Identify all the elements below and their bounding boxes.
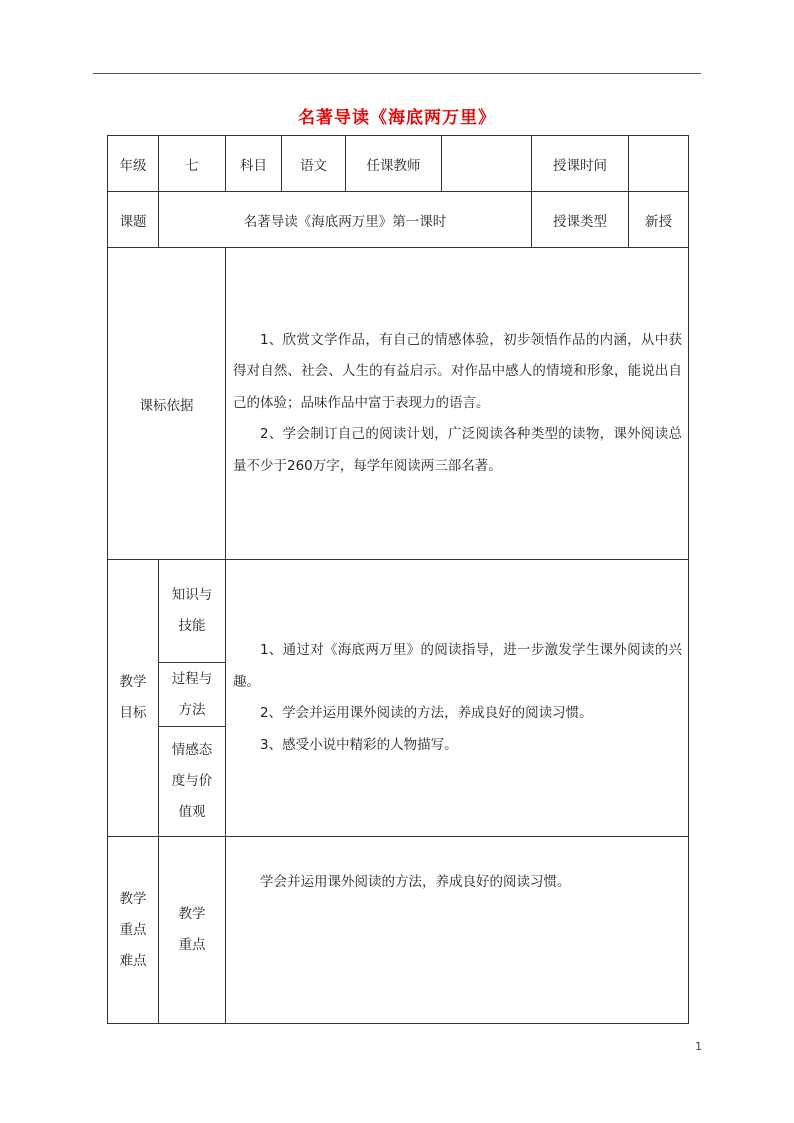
key-label-line-2: 重点 — [119, 921, 147, 938]
page-number: 1 — [695, 1040, 702, 1053]
grade-label: 年级 — [108, 136, 159, 192]
key-points-paragraph: 学会并运用课外阅读的方法，养成良好的阅读习惯。 — [260, 874, 571, 890]
knowledge-line-1: 知识与 — [171, 587, 213, 603]
standards-paragraph-2: 2、学会制订自己的阅读计划，广泛阅读各种类型的读物，课外阅读总量不少于260万字，每学年阅读两三部名著。 — [233, 426, 682, 474]
key-sub-line-1: 教学 — [178, 906, 206, 922]
process-methods-label — [159, 663, 226, 727]
goals-content — [226, 560, 689, 837]
teacher-value — [442, 136, 532, 192]
lesson-plan-table — [107, 135, 689, 1024]
standards-label: 课标依据 — [108, 248, 226, 560]
time-label: 授课时间 — [532, 136, 629, 192]
key-points-content — [226, 837, 689, 1024]
key-points-label — [108, 837, 159, 1024]
table-row-info — [108, 136, 689, 192]
goals-paragraph-2: 2、学会并运用课外阅读的方法，养成良好的阅读习惯。 — [260, 705, 593, 721]
key-label-line-1: 教学 — [119, 890, 147, 907]
goals-paragraph-3: 3、感受小说中精彩的人物描写。 — [260, 736, 458, 753]
document-title: 名著导读《海底两万里》 — [298, 108, 496, 128]
goals-label-line-1: 教学 — [119, 674, 147, 690]
subject-value: 语文 — [282, 136, 346, 192]
process-line-1: 过程与 — [171, 670, 213, 687]
table-row-topic — [108, 192, 689, 248]
type-label: 授课类型 — [532, 192, 629, 248]
emotion-line-3: 值观 — [178, 804, 206, 820]
table-row-standards — [108, 248, 689, 560]
emotion-values-label — [159, 727, 226, 837]
goals-label-line-2: 目标 — [119, 705, 147, 721]
goals-label — [108, 560, 159, 837]
key-sub-line-2: 重点 — [178, 937, 206, 953]
table-row-goals-knowledge — [108, 560, 689, 663]
knowledge-line-2: 技能 — [178, 618, 206, 634]
header-rule — [93, 73, 701, 74]
key-label-line-3: 难点 — [119, 952, 147, 969]
key-points-sub-label — [159, 837, 226, 1024]
topic-value: 名著导读《海底两万里》第一课时 — [159, 192, 532, 248]
table-row-key-points — [108, 837, 689, 1024]
goals-paragraph-1: 1、通过对《海底两万里》的阅读指导，进一步激发学生课外阅读的兴趣。 — [233, 642, 682, 690]
process-line-2: 方法 — [178, 701, 206, 718]
emotion-line-2: 度与价 — [171, 773, 213, 789]
emotion-line-1: 情感态 — [171, 742, 213, 758]
type-value: 新授 — [629, 192, 689, 248]
standards-content — [226, 248, 689, 560]
teacher-label: 任课教师 — [346, 136, 442, 192]
time-value — [629, 136, 689, 192]
topic-label: 课题 — [108, 192, 159, 248]
knowledge-skills-label — [159, 560, 226, 663]
subject-label: 科目 — [226, 136, 282, 192]
grade-value: 七 — [159, 136, 226, 192]
standards-paragraph-1: 1、欣赏文学作品，有自己的情感体验，初步领悟作品的内涵，从中获得对自然、社会、人生的有益启示。对作品中感人的情境和形象，能说出自己的体验；品味作品中富于表现力的语言。 — [233, 331, 682, 411]
